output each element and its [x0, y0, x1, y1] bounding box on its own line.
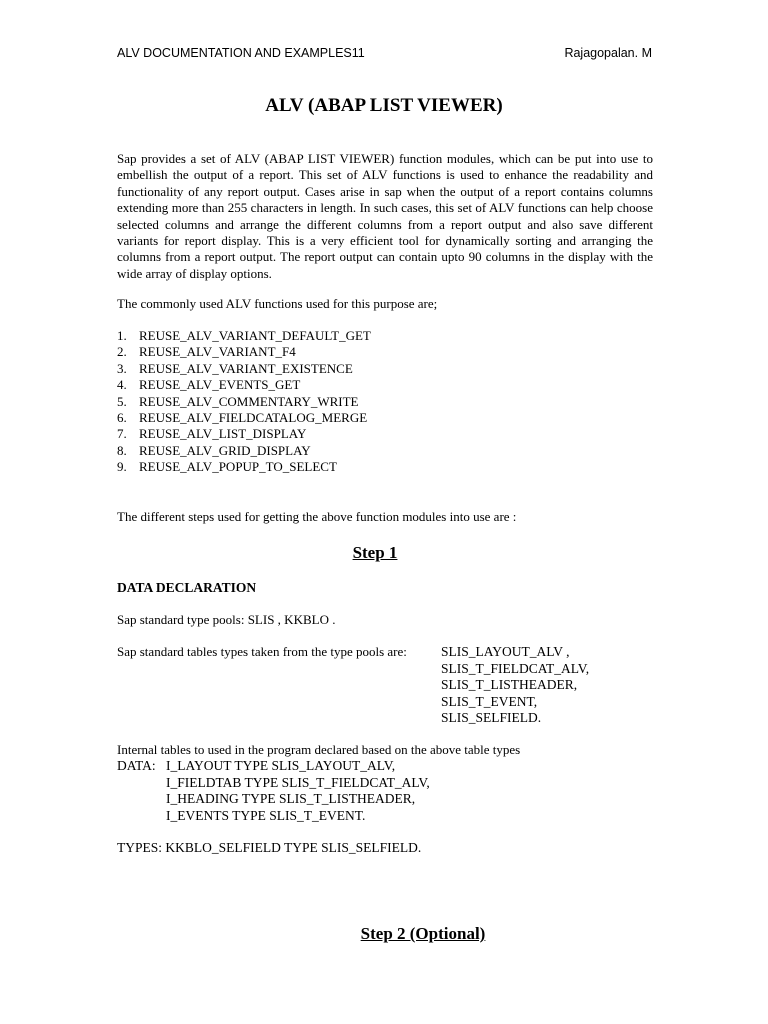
table-type: SLIS_SELFIELD.: [441, 710, 542, 725]
list-item-number: 8.: [117, 442, 127, 458]
steps-intro: The different steps used for getting the above function modules into use are :: [117, 509, 517, 524]
list-item-number: 2.: [117, 344, 127, 360]
list-item-number: 4.: [117, 377, 127, 393]
list-item: [117, 344, 371, 360]
function-list: [117, 328, 371, 476]
list-item-name: REUSE_ALV_COMMENTARY_WRITE: [139, 393, 359, 409]
internal-tables-intro: Internal tables to used in the program declared based on the above table types: [117, 742, 521, 757]
list-item-number: 9.: [117, 459, 127, 475]
list-item: [117, 410, 371, 426]
list-item-name: REUSE_ALV_POPUP_TO_SELECT: [139, 459, 337, 475]
list-item: [117, 394, 371, 410]
list-item: [117, 459, 371, 475]
list-item-name: REUSE_ALV_VARIANT_DEFAULT_GET: [139, 328, 371, 343]
step1-subheading: DATA DECLARATION: [117, 580, 257, 595]
list-item-name: REUSE_ALV_VARIANT_EXISTENCE: [139, 360, 353, 376]
types-line: TYPES: KKBLO_SELFIELD TYPE SLIS_SELFIELD.: [117, 840, 422, 855]
table-type: SLIS_T_FIELDCAT_ALV,: [441, 661, 590, 676]
table-type: SLIS_T_LISTHEADER,: [441, 677, 578, 692]
page-title: ALV (ABAP LIST VIEWER): [265, 95, 503, 116]
data-line: I_FIELDTAB TYPE SLIS_T_FIELDCAT_ALV,: [166, 775, 430, 790]
data-label: DATA:: [117, 758, 156, 773]
list-item-number: 1.: [117, 328, 127, 343]
step1-heading: Step 1: [352, 543, 398, 562]
list-item-number: 5.: [117, 393, 127, 409]
common-functions-intro: The commonly used ALV functions used for this purpose are;: [117, 296, 438, 311]
data-line: I_EVENTS TYPE SLIS_T_EVENT.: [166, 808, 366, 823]
list-item-name: REUSE_ALV_EVENTS_GET: [139, 377, 301, 393]
list-item: [117, 328, 371, 344]
list-item: [117, 361, 371, 377]
list-item-name: REUSE_ALV_FIELDCATALOG_MERGE: [139, 410, 368, 426]
data-line: I_LAYOUT TYPE SLIS_LAYOUT_ALV,: [166, 758, 396, 773]
header-author: Rajagopalan. M: [564, 46, 652, 60]
list-item: [117, 377, 371, 393]
intro-paragraph: Sap provides a set of ALV (ABAP LIST VIEWER) function modules, which can be put into use to embellish the output of a report. This set of ALV functions is used to enhance the readability and functionality of any report output. Cases arise in sap when the output of a report contains columns extending more than 255 characters in length. In such cases, this set of ALV functions can help choose selected columns and arrange the different columns from a report output and also save different variants for report display. This is a very efficient tool for dynamically sorting and arranging the columns from a report output. The report output can contain upto 90 columns in the display with the wide array of display options.: [117, 151, 653, 281]
list-item-number: 3.: [117, 360, 127, 376]
table-type: SLIS_LAYOUT_ALV ,: [441, 644, 570, 659]
list-item: [117, 426, 371, 442]
list-item-name: REUSE_ALV_LIST_DISPLAY: [139, 426, 307, 442]
tables-label: Sap standard tables types taken from the type pools are:: [117, 644, 407, 659]
list-item: [117, 443, 371, 459]
list-item-name: REUSE_ALV_GRID_DISPLAY: [139, 442, 311, 458]
list-item-name: REUSE_ALV_VARIANT_F4: [139, 344, 296, 360]
header-doc-title: ALV DOCUMENTATION AND EXAMPLES11: [117, 46, 365, 60]
step2-heading: Step 2 (Optional): [360, 924, 486, 943]
list-item-number: 7.: [117, 426, 127, 442]
table-type: SLIS_T_EVENT,: [441, 694, 538, 709]
type-pools-line: Sap standard type pools: SLIS , KKBLO .: [117, 612, 336, 627]
data-line: I_HEADING TYPE SLIS_T_LISTHEADER,: [166, 791, 416, 806]
list-item-number: 6.: [117, 410, 127, 426]
